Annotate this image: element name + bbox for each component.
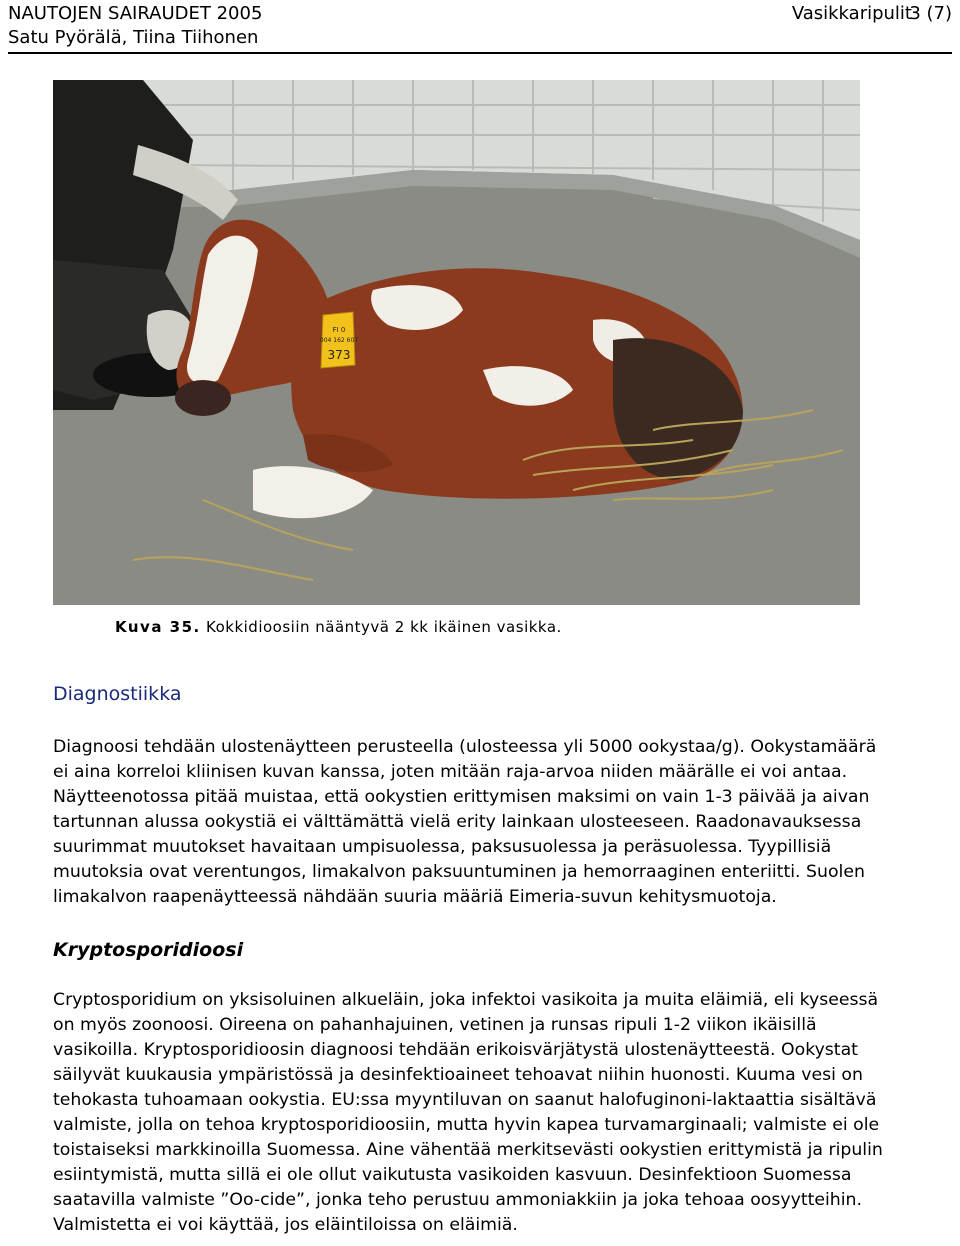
paragraph-line: valmiste, jolla on tehoa kryptosporidioosiin, mutta hyvin kapea turvamarginaali; valmiste ei ole <box>53 1115 880 1135</box>
section-heading-diagnostiikka: Diagnostiikka <box>53 683 182 705</box>
paragraph-line: muutoksia ovat verentungos, limakalvon paksuuntuminen ja hemorraaginen enteriitti. Suolen <box>53 862 865 882</box>
paragraph-line: limakalvon raapenäytteessä nähdään suuria määriä Eimeria-suvun kehitysmuotoja. <box>53 887 777 907</box>
paragraph-line: tehokasta tuhoamaan ookystia. EU:ssa myyntiluvan on saanut halofuginoni-laktaattia sisältävä <box>53 1090 877 1110</box>
calf-illustration <box>53 80 860 605</box>
paragraph-line: on myös zoonoosi. Oireena on pahanhajuinen, vetinen ja runsas ripuli 1-2 viikon ikäisillä <box>53 1015 817 1035</box>
ear-tag-number: 373 <box>327 348 351 362</box>
paragraph-line: vasikoilla. Kryptosporidioosin diagnoosi tehdään erikoisvärjätystä ulostenäytteestä. Ookystat <box>53 1040 858 1060</box>
paragraph-line: Valmistetta ei voi käyttää, jos eläintiloissa on eläimiä. <box>53 1215 518 1235</box>
cryptosporidiosis-paragraph <box>53 988 933 1238</box>
paragraph-line: Cryptosporidium on yksisoluinen alkueläin, joka infektoi vasikoita ja muita eläimiä, eli kyseessä <box>53 990 879 1010</box>
paragraph-line: saatavilla valmiste ”Oo-cide”, jonka teho perustuu ammoniakkiin ja joka tehoaa oosyytteihin. <box>53 1190 863 1210</box>
diagnostics-paragraph <box>53 735 933 910</box>
header-left <box>8 2 262 50</box>
caption-label: Kuva 35. <box>115 618 201 636</box>
document-authors: Satu Pyörälä, Tiina Tiihonen <box>8 27 259 48</box>
photo-caption <box>115 618 562 636</box>
paragraph-line: suurimmat muutokset havaitaan umpisuolessa, paksusuolessa ja peräsuolessa. Tyypillisiä <box>53 837 832 857</box>
paragraph-line: Diagnoosi tehdään ulostenäytteen perusteella (ulosteessa yli 5000 ookystaa/g). Ookystamäärä <box>53 737 877 757</box>
paragraph-line: tartunnan alussa ookystiä ei välttämättä vielä erity lainkaan ulosteeseen. Raadonavauksessa <box>53 812 862 832</box>
page-header <box>8 2 952 54</box>
paragraph-line: säilyvät kuukausia ympäristössä ja desinfektioaineet tehoavat niihin huonosti. Kuuma vesi on <box>53 1065 863 1085</box>
section-heading-kryptosporidioosi: Kryptosporidioosi <box>53 939 244 961</box>
paragraph-line: toistaiseksi markkinoilla Suomessa. Aine vähentää merkitsevästi ookystien erittymistä ja ripulin <box>53 1140 883 1160</box>
page-number: 3 (7) <box>909 3 952 24</box>
caption-text: Kokkidioosiin nääntyvä 2 kk ikäinen vasikka. <box>200 618 562 636</box>
paragraph-line: ei aina korreloi kliinisen kuvan kanssa, joten mitään raja-arvoa niiden määrälle ei voi antaa. <box>53 762 848 782</box>
paragraph-line: Näytteenotossa pitää muistaa, että ookystien erittymisen maksimi on vain 1-3 päivää ja aivan <box>53 787 870 807</box>
muzzle <box>175 380 231 416</box>
ear-tag-code-mid: 004 162 607 <box>319 337 359 344</box>
calf-photo <box>53 80 860 605</box>
paragraph-line: esiintymistä, mutta sillä ei ole ollut vaikutusta vasikoiden kasvuun. Desinfektioon Suomessa <box>53 1165 852 1185</box>
document-title: NAUTOJEN SAIRAUDET 2005 <box>8 3 263 24</box>
section-title: Vasikkaripulit <box>791 3 912 24</box>
ear-tag-code-top: FI 0 <box>332 326 346 334</box>
